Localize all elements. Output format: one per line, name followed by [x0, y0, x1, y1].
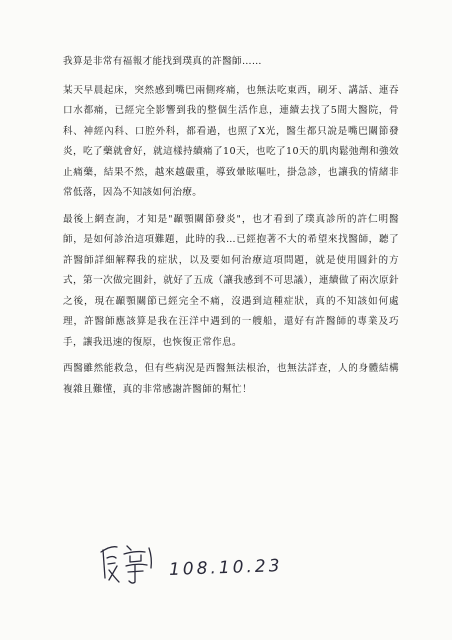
paragraph-treatment: 最後上網查詢，才知是"顳顎關節發炎"，也才看到了璞真診所的許仁明醫師，是如何診治這項難題，此時的我…已經抱著不大的希望來找醫師，聽了許醫師詳細解釋我的症狀，以及要如何治療這項問題，就是使用圓針的方式，第一次做完圓針，就好了五成（讓我感到不可思議），連續做了兩次原針之後，現在顳顎關節已經完全不痛，沒遇到這種症狀，真的不知該如何處理，許醫師應該算是我在汪洋中遇到的一艘船，還好有許醫師的專業及巧手，讓我迅速的復原，也恢復正常作息。 [63, 213, 399, 348]
intro-line: 我算是非常有福報才能找到璞真的許醫師…… [63, 56, 262, 67]
paragraph-symptoms: 某天早晨起床，突然感到嘴巴兩側疼痛，也無法吃東西，刷牙、講話、連吞口水都痛，已經完全影響到我的整個生活作息，連續去找了5間大醫院，骨科、神經內科、口腔外科，都看過，也照了X光，醫生都只說是嘴巴關節發炎，吃了藥就會好，就這樣持續痛了10天，也吃了10天的肌肉鬆弛劑和強效止痛藥，結果不然，越來越嚴重，導致暈眩嘔吐，掛急診，也讓我的情緒非常低落，因為不知該如何治療。 [63, 84, 399, 198]
paragraph-thanks: 西醫雖然能救急，但有些病況是西醫無法根治，也無法詳查，人的身體結構複雜且難懂，真的非常感謝許醫師的幫忙！ [63, 363, 399, 395]
signature-date: 108.10.23 [168, 556, 283, 580]
signature-name-mark [97, 538, 167, 588]
handwritten-signature [97, 538, 283, 588]
letter-body [63, 52, 399, 406]
